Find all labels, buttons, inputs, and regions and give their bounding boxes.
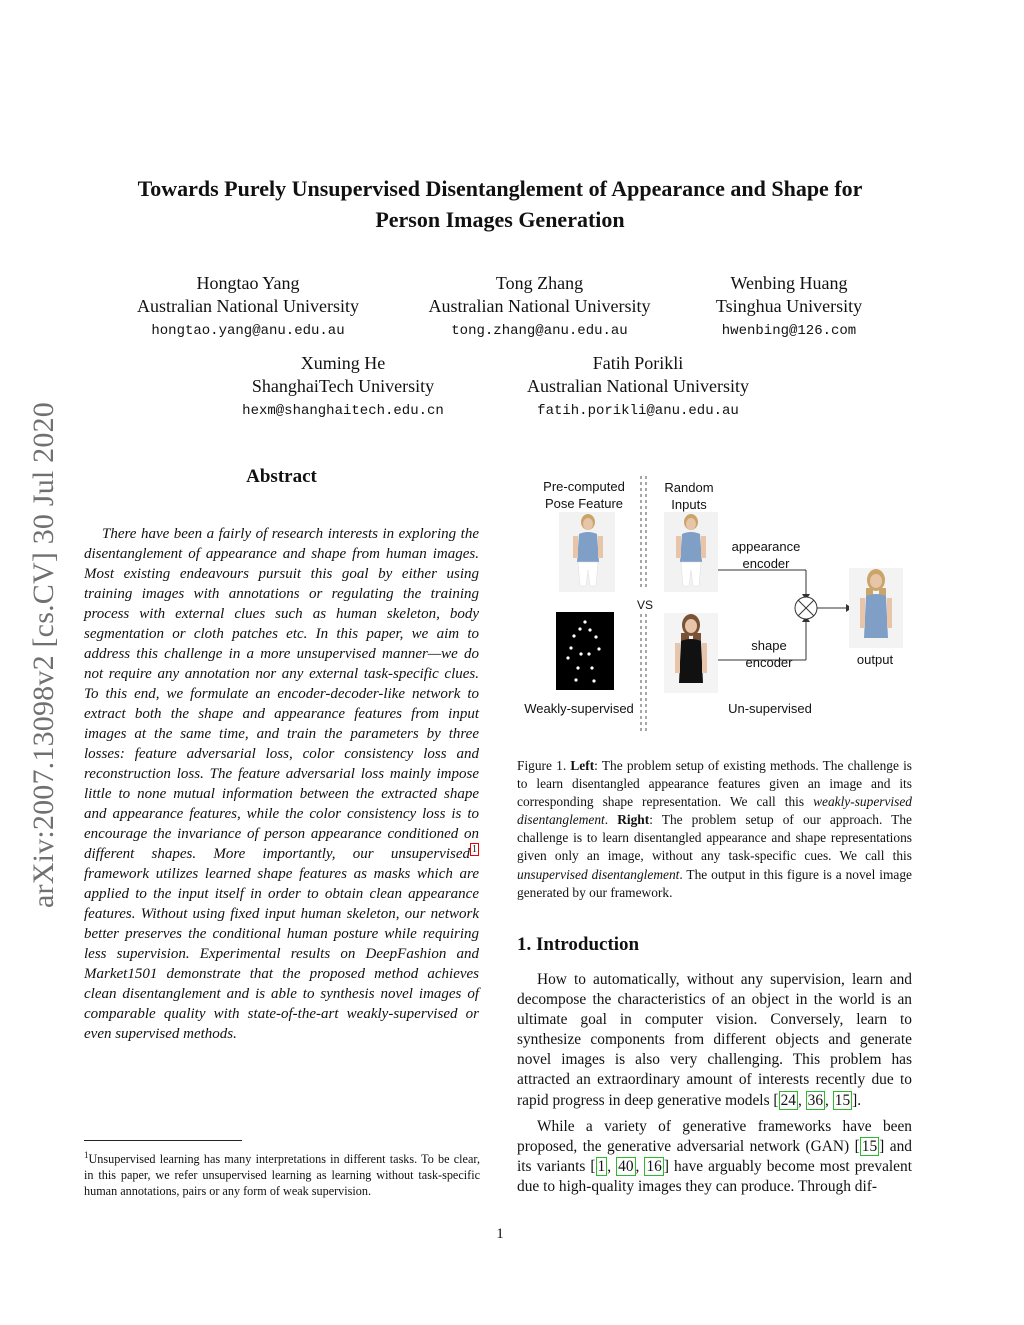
author-affiliation: ShanghaiTech University — [251, 376, 435, 396]
author-block — [108, 272, 388, 340]
footnote-text: Unsupervised learning has many interpretations in different tasks. To be clear, in this paper, we refer unsupervised learning as learning without task-specific human annotations, pairs or any form of weak supervision. — [84, 1152, 480, 1199]
figure-caption — [517, 757, 912, 902]
title-line-1: Towards Purely Unsupervised Disentanglement of Appearance and Shape for — [137, 176, 863, 201]
author-block — [222, 352, 464, 420]
pose-keypoints-image — [556, 612, 614, 690]
author-affiliation: Australian National University — [137, 296, 359, 316]
paper-title — [60, 173, 940, 235]
author-email[interactable]: tong.zhang@anu.edu.au — [451, 323, 628, 339]
figure-1 — [512, 470, 922, 730]
author-email[interactable]: hongtao.yang@anu.edu.au — [151, 323, 345, 339]
abstract-body — [84, 524, 479, 1044]
citation-link[interactable]: 1 — [597, 1157, 606, 1175]
author-block — [498, 352, 778, 420]
author-name: Xuming He — [300, 353, 386, 373]
footnote-ref-link[interactable]: 1 — [472, 844, 477, 855]
caption-text: . — [604, 812, 618, 828]
author-email[interactable]: hexm@shanghaitech.edu.cn — [242, 403, 444, 419]
author-email[interactable]: hwenbing@126.com — [721, 323, 857, 339]
footnote-divider — [84, 1140, 242, 1141]
page-number: 1 — [496, 1226, 504, 1242]
output-image — [849, 568, 903, 648]
caption-right-label: Right — [617, 812, 650, 828]
author-name: Fatih Porikli — [592, 353, 684, 373]
citation-link[interactable]: 15 — [834, 1091, 851, 1109]
intro-text: ]. — [852, 1091, 862, 1109]
caption-text: : The problem setup of our approach. The challenge is to learn disentangled appearance and shape representations given only an image, without any task-specific cues. We call this — [517, 812, 912, 864]
author-affiliation: Tsinghua University — [715, 296, 863, 316]
abstract-heading: Abstract — [246, 466, 317, 487]
author-name: Tong Zhang — [495, 273, 584, 293]
footnote-mark: 1 — [84, 1150, 89, 1160]
author-name: Hongtao Yang — [196, 273, 300, 293]
input-image-weakly — [559, 512, 615, 592]
intro-paragraph: While a variety of generative frameworks have been proposed, the generative adversarial network (GAN) [ 15 ] and its variants [ 1 , 40 , 16 ] have arguably become most prevalent due to high-quality images they can produce. Through dif- — [517, 1117, 912, 1195]
footnote — [84, 1147, 480, 1199]
label-vs: VS — [636, 598, 653, 612]
intro-paragraph: How to automatically, without any supervision, learn and decompose the characteristics of an object in the world is an ultimate goal in computer vision. Conversely, learn to synthesize components from different objects and generate novel images is also very challenging. This problem has attracted an extraordinary amount of interests recently due to rapid progress in deep generative models [ 24 , 36 , 15 ]. — [517, 971, 912, 1109]
abstract-text-part-2: framework utilizes learned shape features as masks which are applied to the input itself in order to obtain clean appearance features. Without using fixed input human skeleton, our network better preserves the conditional human posture while requiring less supervision. Experimental results on DeepFashion and Market1501 demonstrate that the proposed method achieves clean disentanglement and is able to synthesis novel images of comparable quality with state-of-the-art weakly-supervised or even supervised methods. — [84, 866, 479, 1042]
input-image-shape — [664, 613, 718, 693]
caption-left-label: Left — [570, 758, 595, 773]
label-shape-encoder: shape encoder — [745, 638, 793, 670]
caption-text: . The output in this figure is a novel image generated by our framework. — [517, 866, 912, 900]
label-appearance-encoder: appearance encoder — [731, 539, 801, 571]
caption-figure-label: Figure 1. — [517, 758, 567, 773]
introduction-heading: 1. Introduction — [517, 934, 640, 955]
encoder-arrows — [708, 550, 858, 670]
label-output: output — [856, 652, 894, 667]
author-affiliation: Australian National University — [527, 376, 749, 396]
citation-link[interactable]: 40 — [618, 1157, 634, 1175]
caption-emphasis: weakly-supervised disentanglement — [517, 794, 912, 828]
abstract-text-part-1: There have been a fairly of research interests in exploring the disentanglement of appearance and shape from human images. Most existing endeavours pursuit this goal by either using training images with annotations or regulating the training process with external clues such as human skeleton, body segmentation or cloth patches etc. In this paper, we aim to address this challenge in a more unsupervised manner—we do not require any annotation nor any external task-specific clues. To this end, we formulate an encoder-decoder-like network to extract both the shape and appearance features from input images at the same time, and train the parameters by three losses: feature adversarial loss, color consistency loss and reconstruction loss. The feature adversarial loss mainly impose little to none mutual information between the extracted shape and appearance features, while the color consistency loss is to encourage the invariance of person appearance conditioned on different shapes. More importantly, our unsupervised — [84, 526, 479, 862]
intro-text: ] and its variants [ — [517, 1137, 912, 1175]
author-block — [398, 272, 681, 340]
title-line-2: Person Images Generation — [375, 207, 625, 232]
introduction-body — [517, 970, 912, 1197]
caption-emphasis: unsupervised disentanglement — [517, 866, 680, 882]
caption-text: : The problem setup of existing methods. The challenge is to learn disentangled appearance features given an image and its corresponding shape representation. We call this — [517, 758, 913, 810]
citation-link[interactable]: 16 — [646, 1157, 662, 1175]
dashed-separator — [638, 476, 650, 732]
label-unsupervised: Un-supervised — [728, 701, 812, 716]
author-block — [684, 272, 894, 340]
author-affiliation: Australian National University — [428, 296, 651, 316]
label-weakly-supervised: Weakly-supervised — [524, 701, 634, 716]
citation-link[interactable]: 24 — [780, 1091, 796, 1109]
citation-link[interactable]: 15 — [861, 1137, 878, 1155]
citation-link[interactable]: 36 — [807, 1091, 824, 1109]
intro-text: How to automatically, without any supervision, learn and decompose the characteristics of an object in the world is an ultimate goal in computer vision. Conversely, learn to synthesize components from different objects and generate novel images is also very challenging. This problem has attracted an extraordinary amount of interests recently due to rapid progress in deep generative models [ — [517, 971, 912, 1109]
intro-text: ] have arguably become most prevalent due to high-quality images they can produce. Through dif- — [517, 1157, 912, 1195]
arxiv-stamp: arXiv:2007.13098v2 [cs.CV] 30 Jul 2020 — [27, 402, 60, 908]
author-email[interactable]: fatih.porikli@anu.edu.au — [537, 403, 739, 419]
intro-text: While a variety of generative frameworks have been proposed, the generative adversarial network (GAN) [ — [517, 1117, 912, 1155]
label-random-inputs: Random Inputs — [664, 480, 714, 512]
label-precomputed-pose: Pre-computed Pose Feature — [543, 479, 625, 511]
author-name: Wenbing Huang — [730, 273, 848, 293]
input-image-appearance — [664, 512, 718, 592]
